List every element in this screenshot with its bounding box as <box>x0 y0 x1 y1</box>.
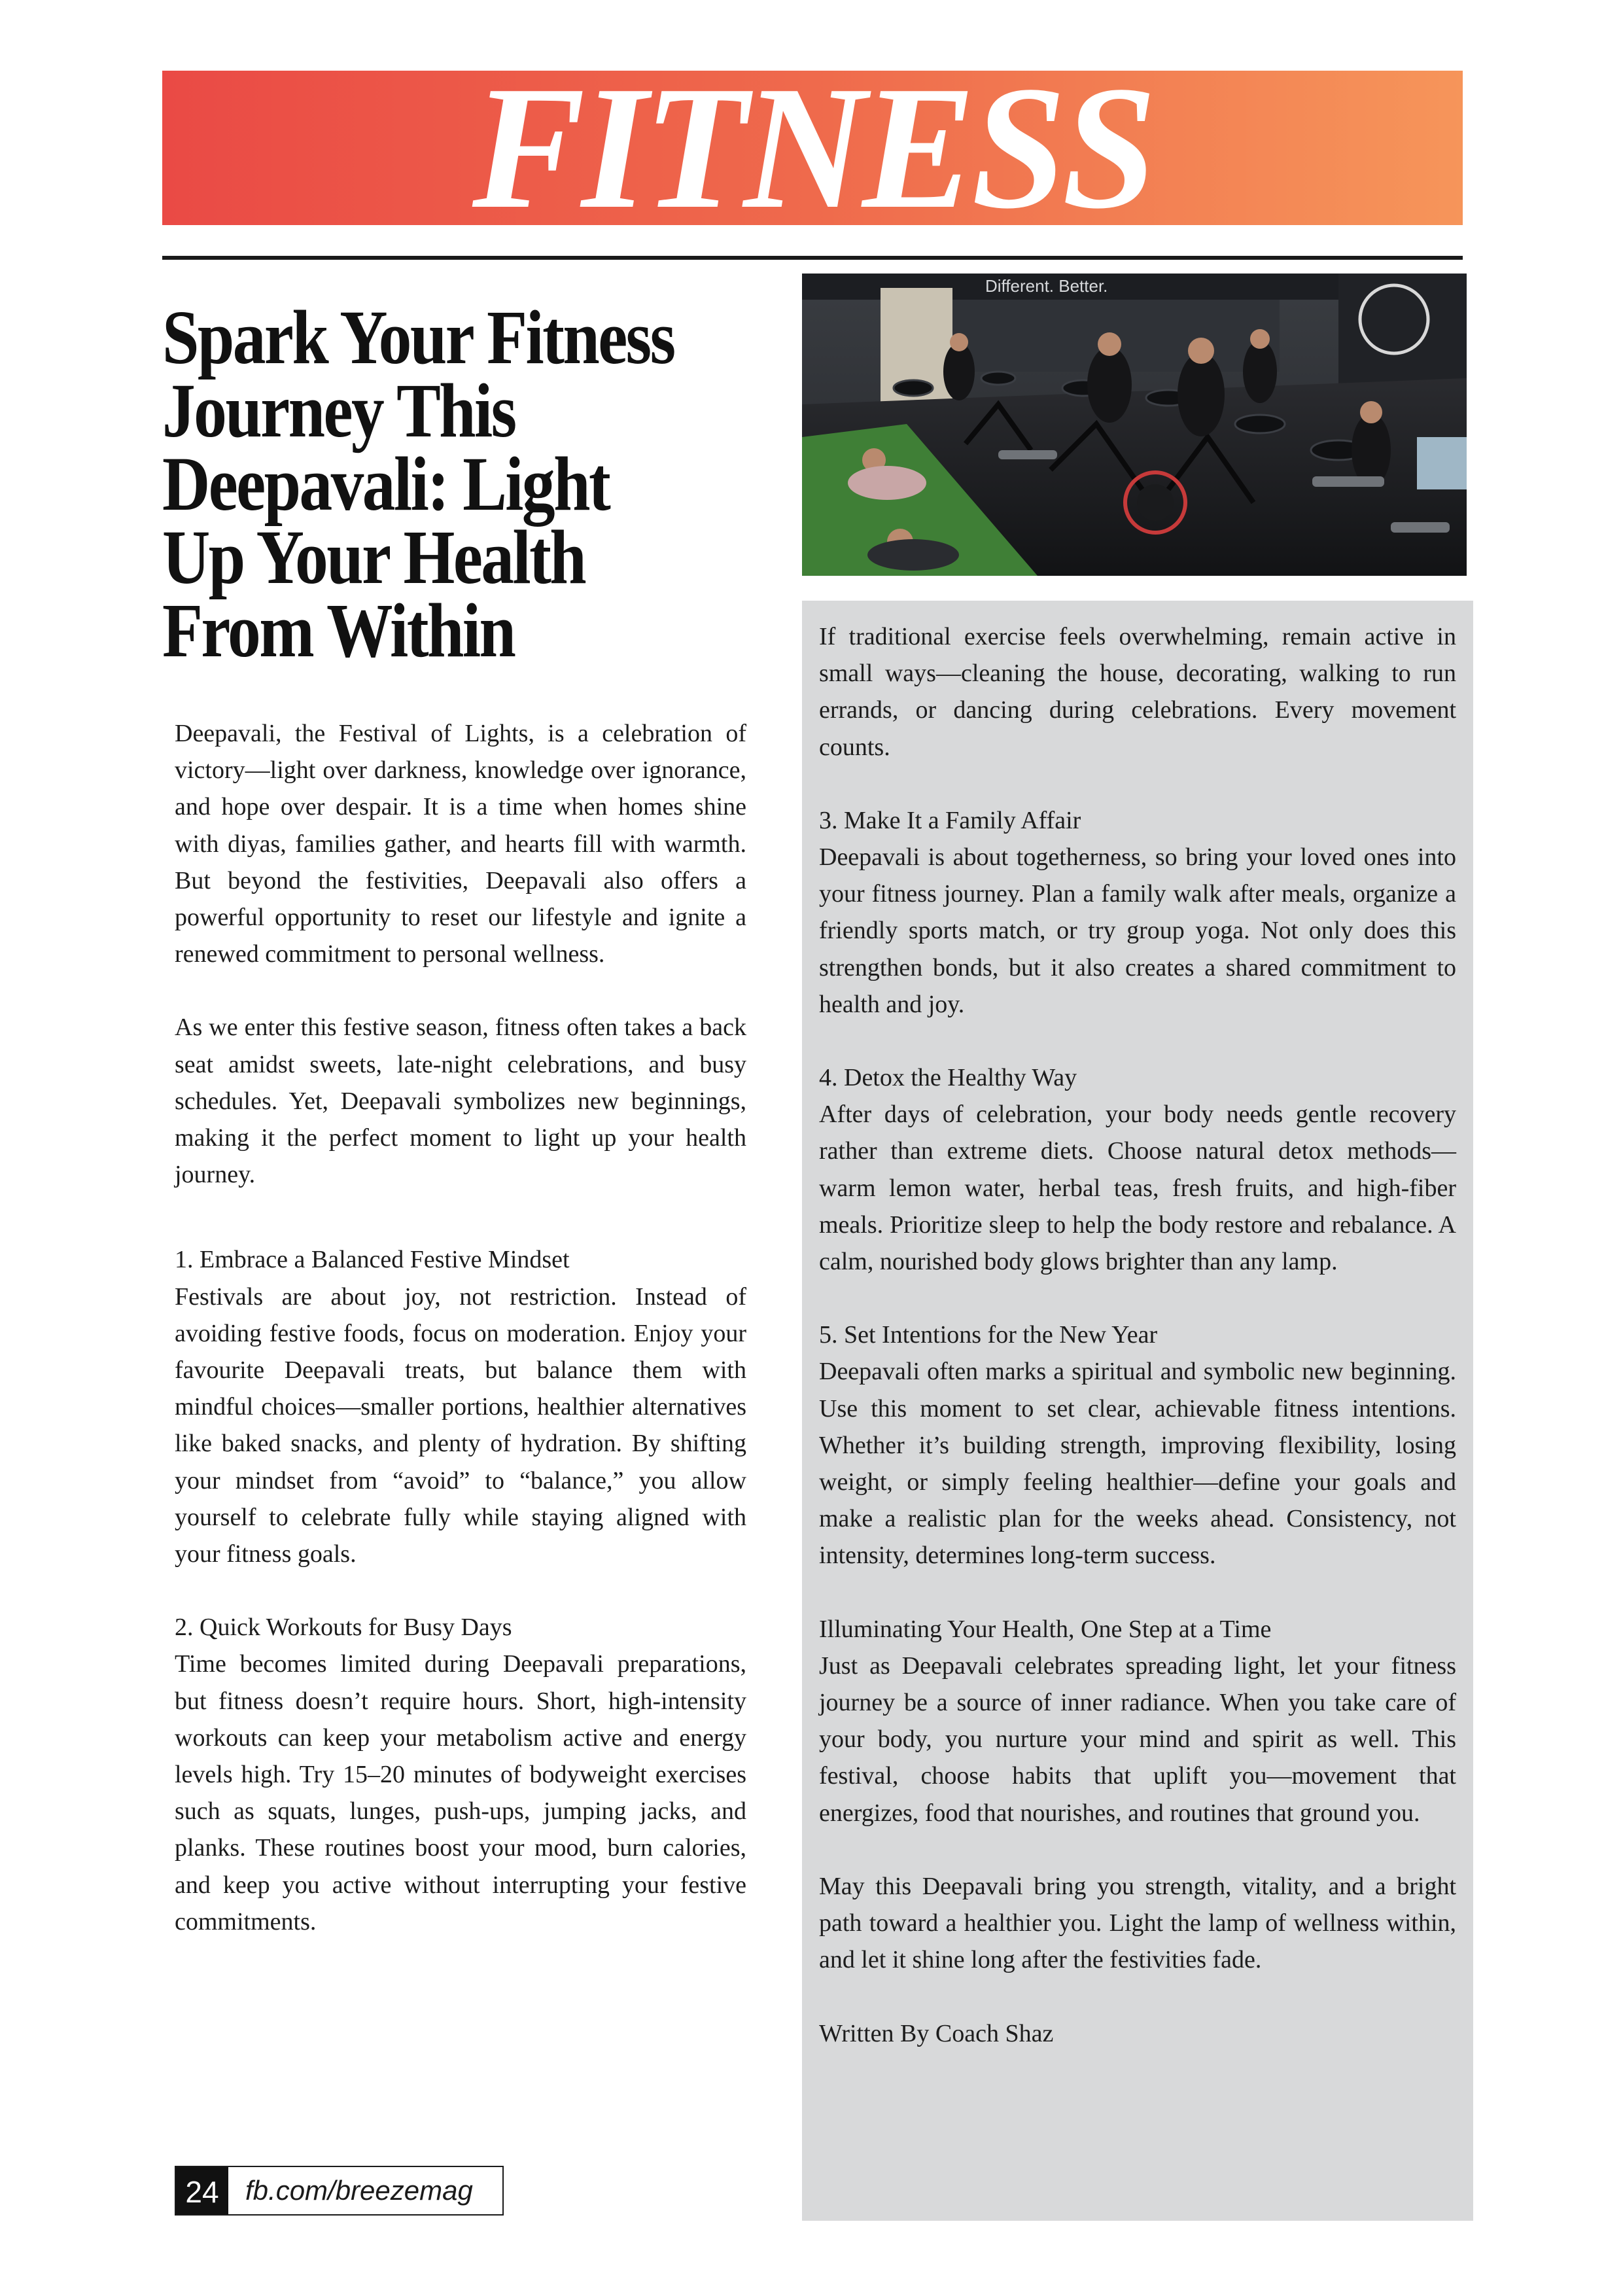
section-banner <box>162 71 1463 225</box>
section-heading: 2. Quick Workouts for Busy Days <box>175 1614 512 1642</box>
person-sidebar <box>1417 437 1467 489</box>
intro-paragraph: Deepavali, the Festival of Lights, is a celebration of victory—light over darkness, knowledge over ignorance, and hope over despair. It is a time when homes shine with diyas, families gather, and hearts fill with warmth. But beyond the festivities, Deepavali also offers a powerful opportunity to reset our lifestyle and ignite a renewed commitment to personal wellness. <box>175 720 746 968</box>
section-body: Festivals are about joy, not restriction. Instead of avoiding festive foods, focus on moderation. Enjoy your favourite Deepavali treats, but balance them with mindful choices—smaller portions, healthier alternatives like baked snacks, and plenty of hydration. By shifting your mindset from “avoid” to “balance,” you allow yourself to celebrate fully while staying aligned with your fitness goals. <box>175 1282 746 1568</box>
section-heading: 4. Detox the Healthy Way <box>819 1064 1077 1092</box>
page-footer <box>175 2166 504 2216</box>
person-pushup <box>848 466 926 500</box>
continuation-paragraph: If traditional exercise feels overwhelming, remain active in small ways—cleaning the house, decorating, walking to run errands, or dancing during celebrations. Every movement counts. <box>819 623 1456 761</box>
page-number: 24 <box>176 2167 228 2214</box>
gym-class-photo <box>802 274 1467 576</box>
right-column <box>819 618 1456 2052</box>
left-column <box>175 715 746 1940</box>
section-body: Deepavali is about togetherness, so bring your loved ones into your fitness journey. Plan a family walk after meals, organize a friendly sports match, or try group yoga. Not only does this strengthen bonds, but it also creates a shared commitment to health and joy. <box>819 843 1456 1018</box>
closing-paragraph: May this Deepavali bring you strength, vitality, and a bright path toward a healthier you. Light the lamp of wellness within, and let it shine long after the festivities fade. <box>819 1872 1456 1974</box>
section-heading: 5. Set Intentions for the New Year <box>819 1321 1158 1349</box>
section-title: FITNESS <box>472 71 1153 225</box>
section-body: Deepavali often marks a spiritual and symbolic new beginning. Use this moment to set clear, achievable fitness intentions. Whether it’s building strength, improving flexibility, losing weight, or simply feeling healthier—define your goals and make a realistic plan for the weeks ahead. Consistency, not intensity, determines long-term success. <box>819 1358 1456 1570</box>
gym-photo-illustration <box>802 274 1467 576</box>
section-heading: Illuminating Your Health, One Step at a Time <box>819 1615 1272 1643</box>
section-body: Time becomes limited during Deepavali preparations, but fitness doesn’t require hours. Short, high-intensity workouts can keep your metabolism active and energy levels high. Try 15–20 minutes of bodyweight exercises such as squats, lunges, push-ups, jumping jacks, and planks. These routines boost your mood, burn calories, and keep you active without interrupting your festive commitments. <box>175 1650 746 1935</box>
header-rule <box>162 256 1463 260</box>
byline: Written By Coach Shaz <box>819 2019 1054 2047</box>
article-headline: Spark Your Fitness Journey This Deepavali: Light Up Your Health From Within <box>162 294 674 673</box>
section-heading: 1. Embrace a Balanced Festive Mindset <box>175 1246 570 1274</box>
section-body: After days of celebration, your body needs gentle recovery rather than extreme diets. Choose natural detox methods—warm lemon water, herbal teas, fresh fruits, and high-fiber meals. Prioritize sleep to help the body restore and rebalance. A calm, nourished body glows brighter than any lamp. <box>819 1101 1456 1276</box>
section-heading: 3. Make It a Family Affair <box>819 806 1081 834</box>
intro-paragraph: As we enter this festive season, fitness often takes a back seat amidst sweets, late-night celebrations, and busy schedules. Yet, Deepavali symbolizes new beginnings, making it the perfect moment to light up your health journey. <box>175 1014 746 1189</box>
footer-url-link[interactable]: fb.com/breezemag <box>245 2175 473 2206</box>
wall-sign-text: Different. Better. <box>985 276 1108 296</box>
section-body: Just as Deepavali celebrates spreading light, let your fitness journey be a source of inner radiance. When you take care of your body, you nurture your mind and spirit as well. This festival, choose habits that uplift you—movement that energizes, food that nourishes, and routines that ground you. <box>819 1651 1456 1827</box>
